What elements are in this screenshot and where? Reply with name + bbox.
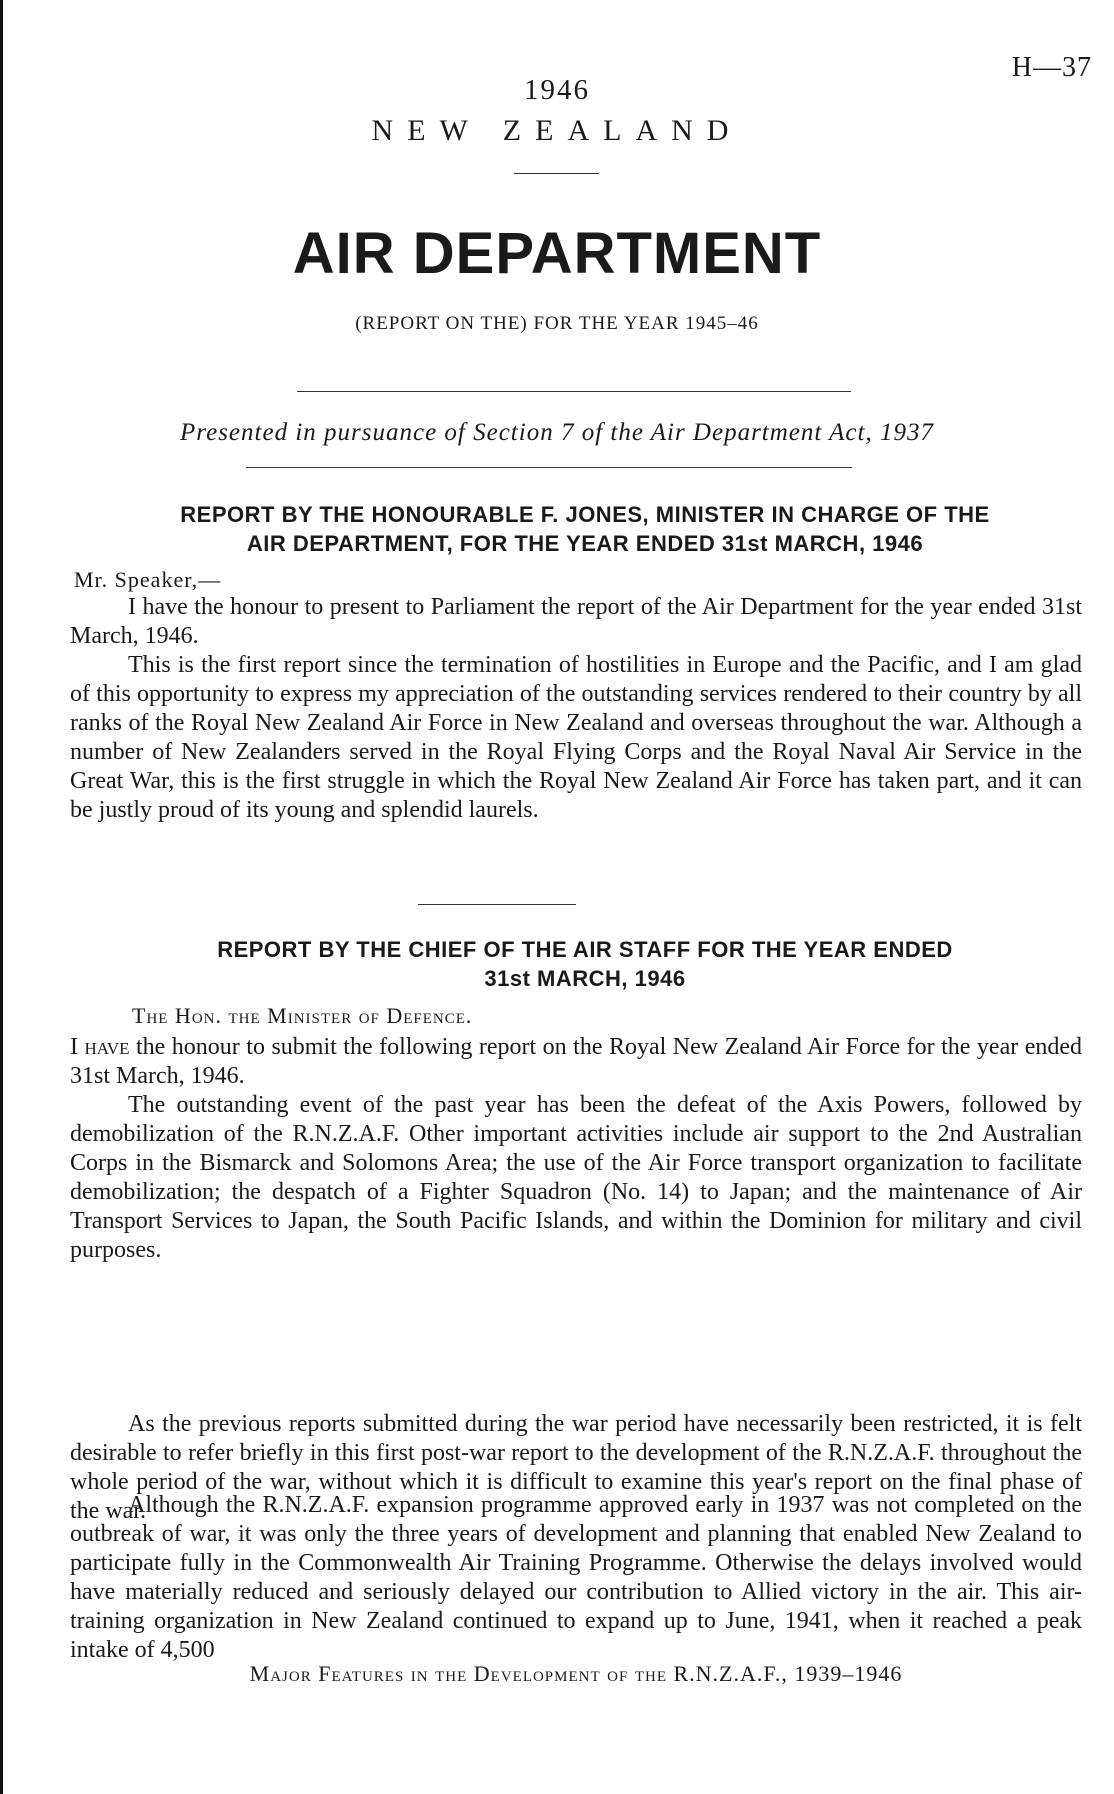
salutation: The Hon. the Minister of Defence. (132, 1003, 473, 1028)
country-name: NEW ZEALAND (371, 114, 743, 147)
minister-report-heading (70, 500, 1100, 558)
features-paragraph: Although the R.N.Z.A.F. expansion programme approved early in 1937 was not completed on the outbreak of war, it was only the three years of development and planning that enabled New Zealand to participate fully in the Commonwealth Air Training Programme. Otherwise the delays involved would have materially reduced and seriously delayed our contribution to Allied victory in the air. This air-training organization in New Zealand continued to expand up to June, 1941, when it reached a peak intake of 4,500 (70, 1492, 1082, 1664)
divider (418, 904, 576, 905)
heading-line: REPORT BY THE CHIEF OF THE AIR STAFF FOR THE YEAR ENDED (217, 937, 953, 962)
heading-line: 31st MARCH, 1946 (484, 966, 686, 991)
chief-paragraph: The outstanding event of the past year has been the defeat of the Axis Powers, followed by demobilization of the R.N.Z.A.F. Other important activities include air support to the 2nd Australian Corps in the Bismarck and Solomons Area; the use of the Air Force transport organization to facilitate demobilization; the despatch of a Fighter Squadron (No. 14) to Japan; and the maintenance of Air Transport Services to Japan, the South Pacific Islands, and within the Dominion for military and civil purposes. (70, 1092, 1082, 1264)
chief-paragraph: As the previous reports submitted during the war period have necessarily been restricted, it is felt desirable to refer briefly in this first post-war report to the development of the R.N.Z.A.F. throughout the whole period of the war, without which it is difficult to examine this year's report on the final phase of the war. (70, 1411, 1082, 1525)
section-heading-tail: R.N.Z.A.F., 1939–1946 (673, 1661, 903, 1686)
document-title: AIR DEPARTMENT (292, 221, 822, 286)
chief-paragraph (70, 1033, 1082, 1091)
report-year: 1946 (524, 74, 590, 106)
paragraph-lead: I have (70, 1034, 130, 1060)
presented-statement: Presented in pursuance of Section 7 of the Air Department Act, 1937 (180, 419, 934, 446)
minister-paragraph: I have the honour to present to Parliament the report of the Air Department for the year ended 31st March, 1946. (70, 594, 1082, 650)
divider (246, 467, 852, 468)
divider (297, 391, 851, 392)
salutation: Mr. Speaker,— (74, 567, 222, 592)
heading-line: REPORT BY THE HONOURABLE F. JONES, MINISTER IN CHARGE OF THE (180, 502, 990, 527)
chief-report-heading (70, 935, 1100, 993)
paragraph-text: the honour to submit the following report on the Royal New Zealand Air Force for the year ended 31st March, 1946. (70, 1034, 1083, 1090)
document-subtitle: (REPORT ON THE) FOR THE YEAR 1945–46 (355, 313, 759, 334)
page-code: H—37 (1011, 52, 1092, 83)
heading-line: AIR DEPARTMENT, FOR THE YEAR ENDED 31st MARCH, 1946 (246, 531, 924, 556)
minister-paragraph: This is the first report since the termination of hostilities in Europe and the Pacific, and I am glad of this opportunity to express my appreciation of the outstanding services rendered to their country by all ranks of the Royal New Zealand Air Force in New Zealand and overseas throughout the war. Although a number of New Zealanders served in the Royal Flying Corps and the Royal Naval Air Service in the Great War, this is the first struggle in which the Royal New Zealand Air Force has taken part, and it can be justly proud of its young and splendid laurels. (70, 652, 1082, 824)
section-heading-text: Major Features in the Development of the (249, 1661, 667, 1686)
divider (514, 173, 599, 174)
